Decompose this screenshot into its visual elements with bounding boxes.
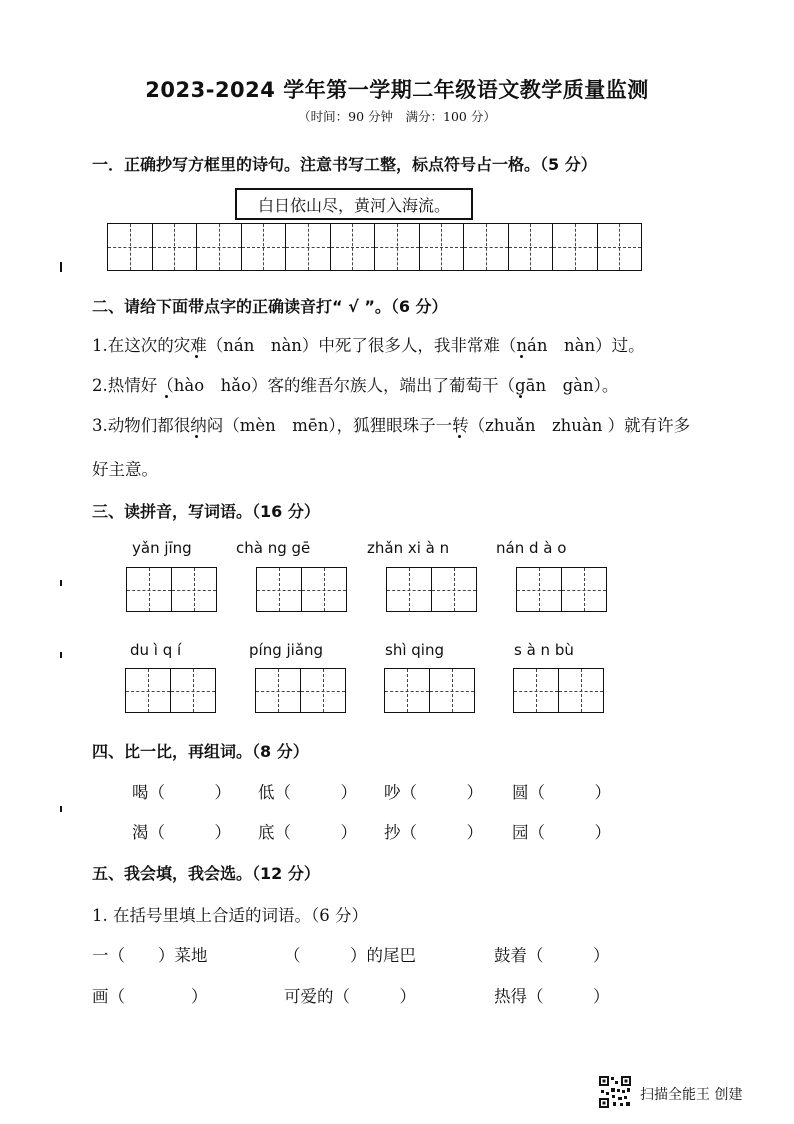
exam-info: （时间：90 分钟 满分：100 分） xyxy=(298,109,496,124)
grid-cell[interactable] xyxy=(509,223,554,271)
emphasis-dot xyxy=(458,435,461,438)
word-grid[interactable] xyxy=(256,567,347,612)
margin-mark xyxy=(60,262,62,272)
compare-item[interactable]: 圆（ ） xyxy=(512,783,611,802)
fill-item[interactable]: 可爱的（ ） xyxy=(284,987,416,1006)
question-2-3-cont: 好主意。 xyxy=(92,460,158,479)
section-2-heading: 二、请给下面带点字的正确读音打“ √ ”。（6 分） xyxy=(92,297,448,316)
grid-cell[interactable] xyxy=(464,223,509,271)
compare-item[interactable]: 渴（ ） xyxy=(132,823,231,842)
grid-cell[interactable] xyxy=(242,223,287,271)
pinyin-label: shì qing xyxy=(385,641,444,659)
section-3-heading: 三、读拼音，写词语。（16 分） xyxy=(92,502,320,521)
pinyin-label: zhǎn xi à n xyxy=(367,539,450,557)
margin-mark xyxy=(60,806,62,812)
qr-code-icon xyxy=(598,1075,632,1109)
emphasis-dot xyxy=(195,355,198,358)
section-5-heading: 五、我会填，我会选。（12 分） xyxy=(92,864,320,883)
poem-box: 白日依山尽，黄河入海流。 xyxy=(235,188,473,220)
pinyin-label: du ì q í xyxy=(130,641,182,659)
fill-item[interactable]: （ ）的尾巴 xyxy=(284,946,416,965)
emphasis-dot xyxy=(195,435,198,438)
compare-item[interactable]: 抄（ ） xyxy=(384,823,483,842)
fill-item[interactable]: 鼓着（ ） xyxy=(494,946,610,965)
word-grid[interactable] xyxy=(255,668,346,713)
section-5-sub-1: 1. 在括号里填上合适的词语。（6 分） xyxy=(92,906,368,925)
compare-item[interactable]: 低（ ） xyxy=(258,783,357,802)
page-title: 2023-2024 学年第一学期二年级语文教学质量监测 xyxy=(145,78,649,102)
compare-item[interactable]: 吵（ ） xyxy=(384,783,483,802)
grid-cell[interactable] xyxy=(420,223,465,271)
pinyin-label: s à n bù xyxy=(514,641,574,659)
fill-item[interactable]: 画（ ） xyxy=(92,987,208,1006)
grid-cell[interactable] xyxy=(553,223,598,271)
grid-cell[interactable] xyxy=(108,223,153,271)
question-2-2: 2.热情好（hào hǎo）客的维吾尔族人，端出了葡萄干（gān gàn）。 xyxy=(92,376,619,395)
emphasis-dot xyxy=(520,355,523,358)
compare-item[interactable]: 园（ ） xyxy=(512,823,611,842)
grid-cell[interactable] xyxy=(375,223,420,271)
grid-cell[interactable] xyxy=(197,223,242,271)
section-1-heading: 一．正确抄写方框里的诗句。注意书写工整，标点符号占一格。（5 分） xyxy=(92,155,597,174)
word-grid[interactable] xyxy=(384,668,475,713)
question-2-1: 1.在这次的灾难（nán nàn）中死了很多人，我非常难（nán nàn）过。 xyxy=(92,336,645,355)
word-grid[interactable] xyxy=(125,668,216,713)
scanner-watermark: 扫描全能王 创建 xyxy=(640,1087,743,1103)
emphasis-dot xyxy=(165,395,168,398)
question-2-3: 3.动物们都很纳闷（mèn mēn），狐狸眼珠子一转（zhuǎn zhuàn ）就有许多 xyxy=(92,416,691,435)
word-grid[interactable] xyxy=(516,567,607,612)
fill-item[interactable]: 一（ ）菜地 xyxy=(92,946,208,965)
word-grid[interactable] xyxy=(513,668,604,713)
grid-cell[interactable] xyxy=(286,223,331,271)
section-4-heading: 四、比一比，再组词。（8 分） xyxy=(92,742,309,761)
grid-cell[interactable] xyxy=(153,223,198,271)
compare-item[interactable]: 喝（ ） xyxy=(132,783,231,802)
grid-cell[interactable] xyxy=(598,223,643,271)
grid-cell[interactable] xyxy=(331,223,376,271)
compare-item[interactable]: 底（ ） xyxy=(258,823,357,842)
fill-item[interactable]: 热得（ ） xyxy=(494,987,610,1006)
margin-mark xyxy=(60,580,62,586)
pinyin-label: chà ng gē xyxy=(236,539,311,557)
word-grid[interactable] xyxy=(386,567,477,612)
word-grid[interactable] xyxy=(126,567,217,612)
pinyin-label: yǎn jīng xyxy=(132,539,192,557)
margin-mark xyxy=(60,652,62,658)
copy-grid[interactable] xyxy=(107,223,642,271)
emphasis-dot xyxy=(519,395,522,398)
pinyin-label: nán d à o xyxy=(496,539,567,557)
pinyin-label: píng jiǎng xyxy=(249,641,324,659)
